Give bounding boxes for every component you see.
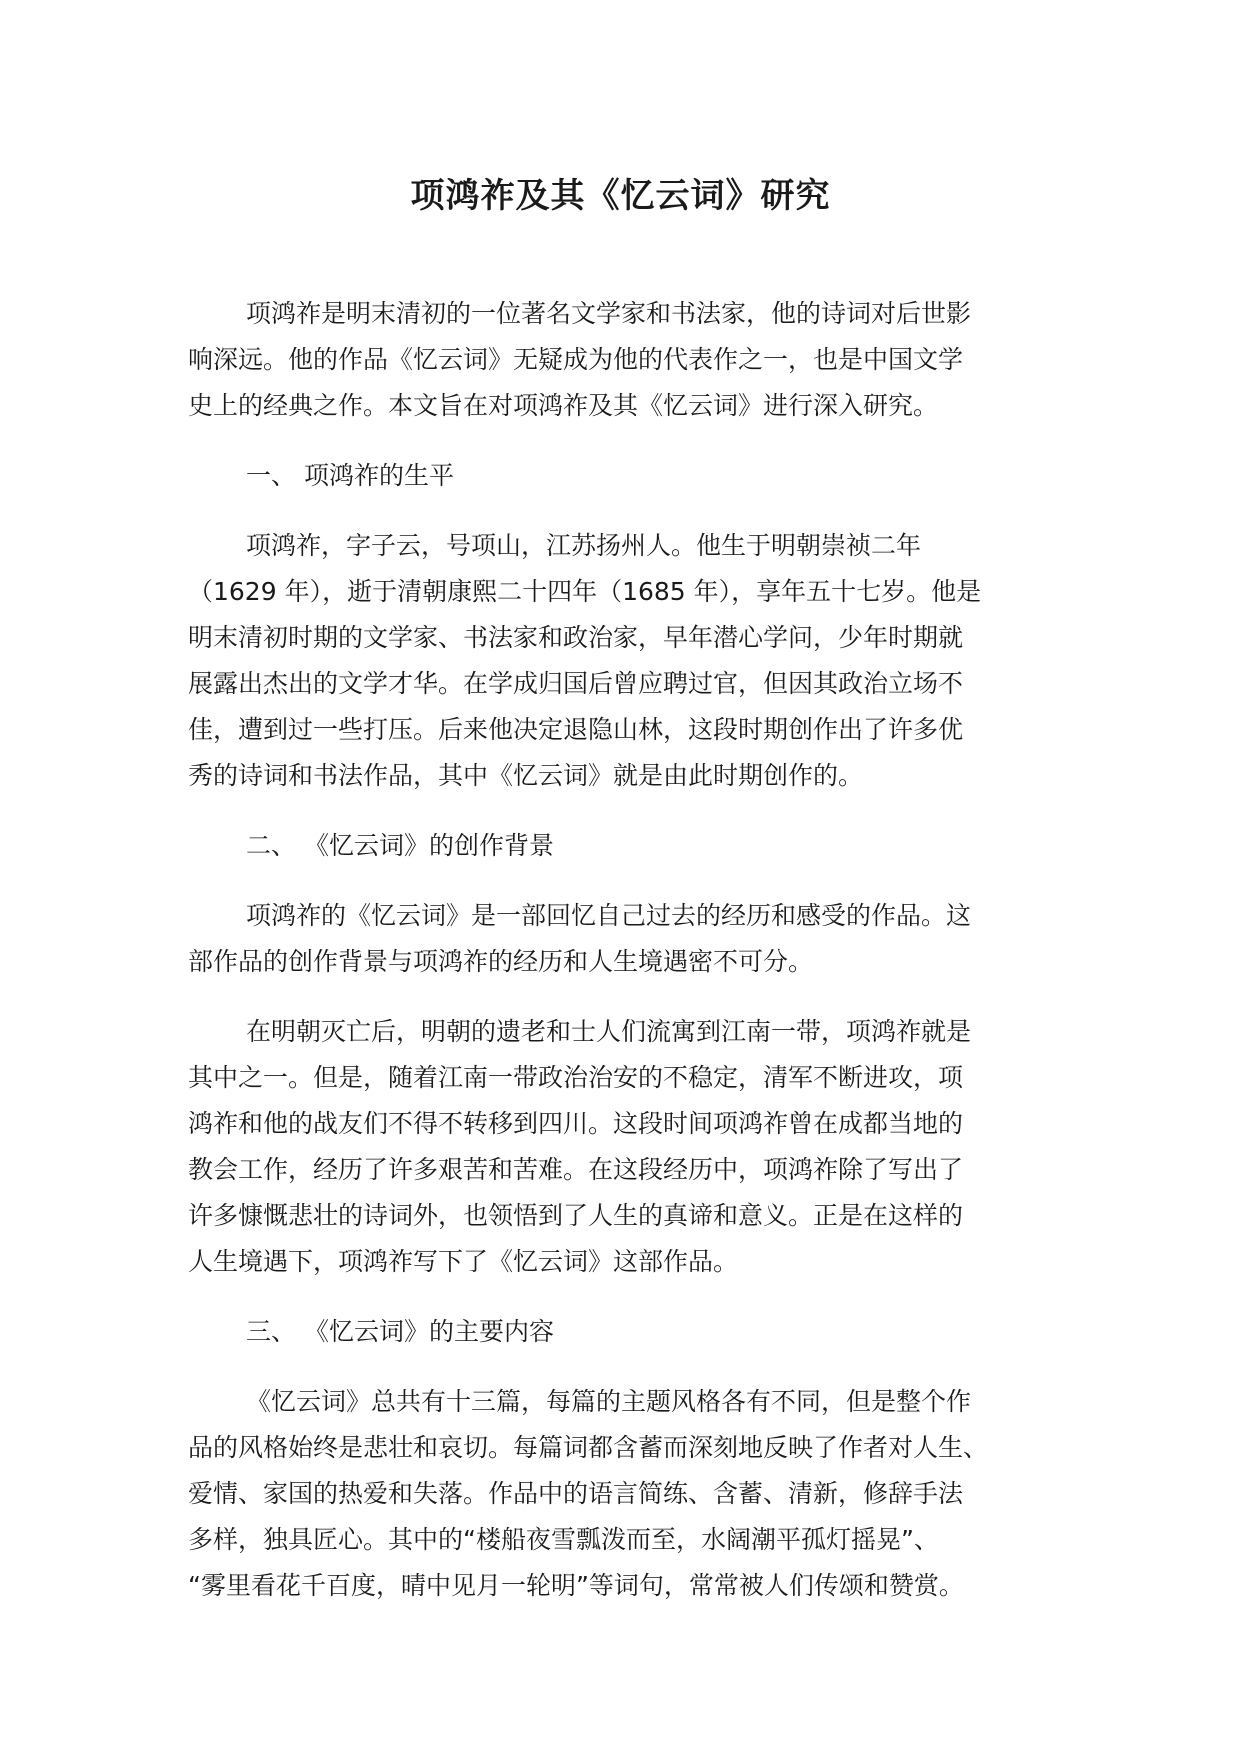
text-line: 多样，独具匠心。其中的“楼船夜雪瓢泼而至，水阔潮平孤灯摇晃”、 <box>188 1525 939 1554</box>
section-heading-1: 一、 项鸿祚的生平 <box>246 461 454 490</box>
section-heading-3: 三、 《忆云词》的主要内容 <box>246 1317 554 1346</box>
text-line: 《忆云词》总共有十三篇，每篇的主题风格各有不同，但是整个作 <box>246 1387 972 1416</box>
text-line: 秀的诗词和书法作品，其中《忆云词》就是由此时期创作的。 <box>188 761 864 790</box>
text-line: 项鸿祚是明末清初的一位著名文学家和书法家，他的诗词对后世影 <box>246 299 972 328</box>
text-line: 人生境遇下，项鸿祚写下了《忆云词》这部作品。 <box>188 1247 739 1276</box>
text-line: 在明朝灭亡后，明朝的遗老和士人们流寓到江南一带，项鸿祚就是 <box>246 1017 972 1046</box>
text-line: 其中之一。但是，随着江南一带政治治安的不稳定，清军不断进攻，项 <box>188 1063 964 1092</box>
text-line: 品的风格始终是悲壮和哀切。每篇词都含蓄而深刻地反映了作者对人生、 <box>188 1433 989 1462</box>
text-line: 展露出杰出的文学才华。在学成归国后曾应聘过官，但因其政治立场不 <box>188 669 964 698</box>
text-line: 项鸿祚的《忆云词》是一部回忆自己过去的经历和感受的作品。这 <box>246 901 972 930</box>
document-title: 项鸿祚及其《忆云词》研究 <box>410 176 831 216</box>
text-line: “雾里看花千百度，晴中见月一轮明”等词句，常常被人们传颂和赞赏。 <box>188 1571 964 1600</box>
paragraph-background-1 <box>188 893 1073 985</box>
document-body <box>188 291 1073 1633</box>
text-line: 部作品的创作背景与项鸿祚的经历和人生境遇密不可分。 <box>188 947 814 976</box>
text-line: 响深远。他的作品《忆云词》无疑成为他的代表作之一，也是中国文学 <box>188 345 964 374</box>
paragraph-background-2 <box>188 1009 1073 1285</box>
text-line: 许多慷慨悲壮的诗词外，也领悟到了人生的真谛和意义。正是在这样的 <box>188 1201 964 1230</box>
text-line: 佳，遭到过一些打压。后来他决定退隐山林，这段时期创作出了许多优 <box>188 715 964 744</box>
paragraph-intro <box>188 291 1073 429</box>
text-line: 鸿祚和他的战友们不得不转移到四川。这段时间项鸿祚曾在成都当地的 <box>188 1109 964 1138</box>
text-line: 史上的经典之作。本文旨在对项鸿祚及其《忆云词》进行深入研究。 <box>188 391 939 420</box>
text-line: 项鸿祚，字子云，号项山，江苏扬州人。他生于明朝崇祯二年 <box>246 531 922 560</box>
text-line: 明末清初时期的文学家、书法家和政治家，早年潜心学问，少年时期就 <box>188 623 964 652</box>
paragraph-biography <box>188 523 1073 799</box>
paragraph-content <box>188 1379 1073 1609</box>
text-line: （1629 年），逝于清朝康熙二十四年（1685 年），享年五十七岁。他是 <box>188 577 982 606</box>
section-heading-2: 二、 《忆云词》的创作背景 <box>246 831 554 860</box>
text-line: 教会工作，经历了许多艰苦和苦难。在这段经历中，项鸿祚除了写出了 <box>188 1155 964 1184</box>
text-line: 爱情、家国的热爱和失落。作品中的语言简练、含蓄、清新，修辞手法 <box>188 1479 964 1508</box>
